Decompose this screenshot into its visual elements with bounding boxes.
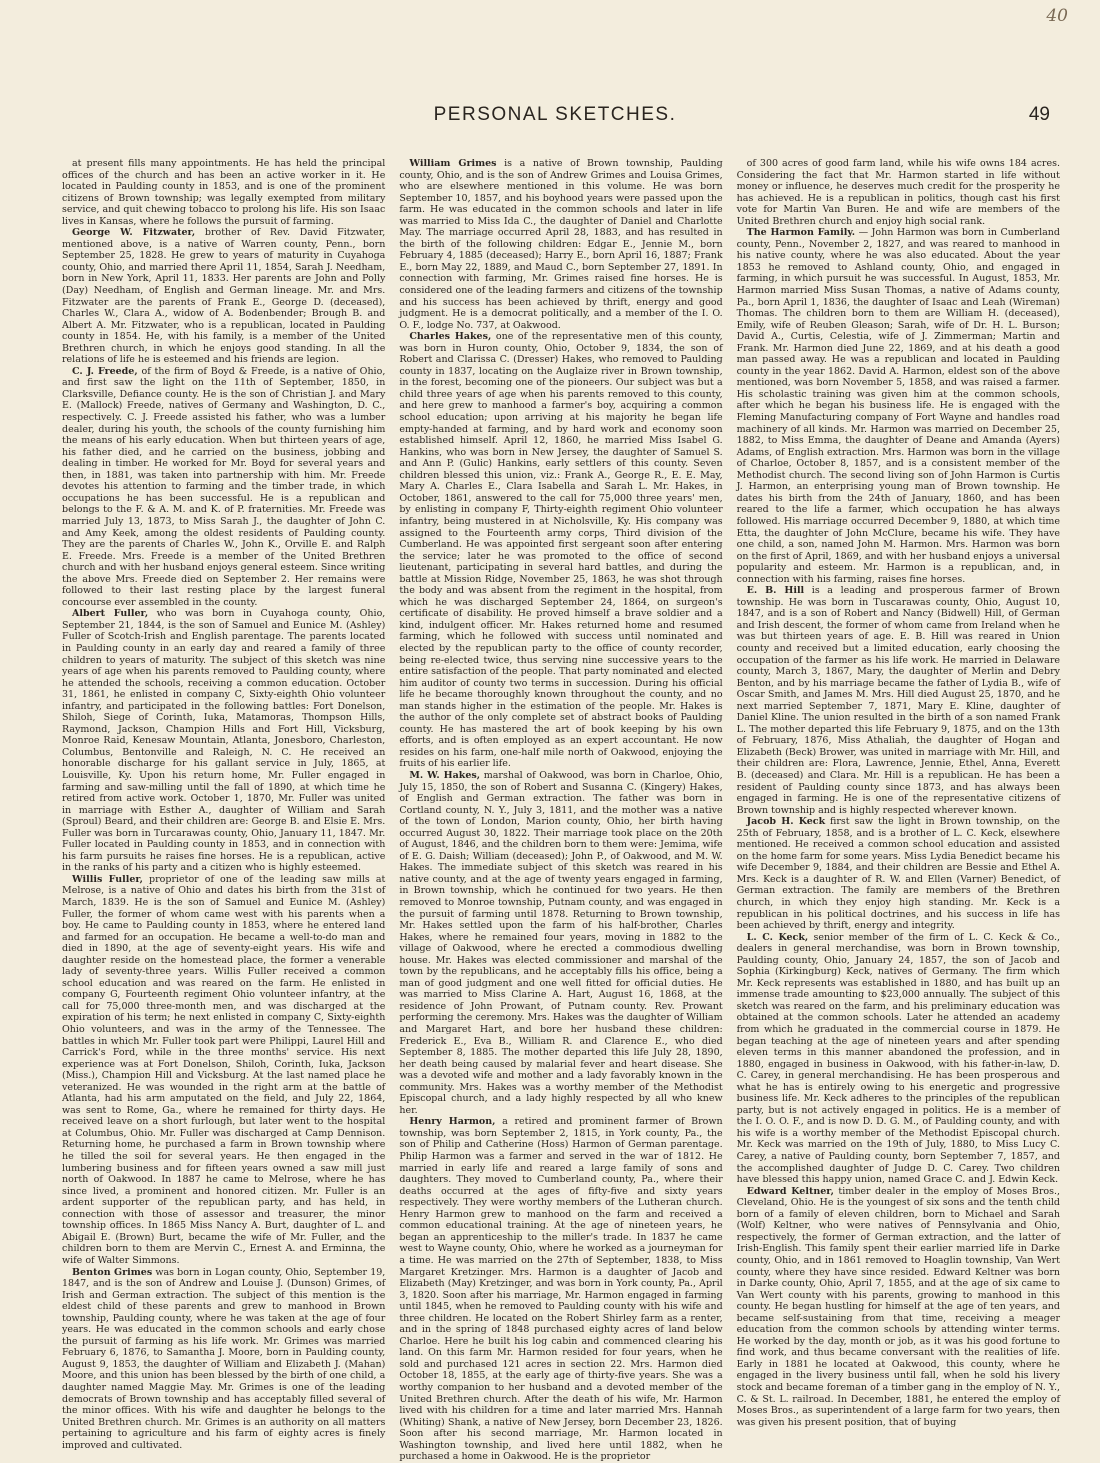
subject-name: Charles Hakes,: [409, 331, 492, 343]
biography-paragraph: [737, 1186, 1060, 1428]
handwritten-page-mark: 40: [1046, 6, 1068, 26]
subject-name: Albert Fuller,: [72, 608, 149, 620]
column-2: [399, 158, 722, 1463]
biography-paragraph: [737, 932, 1060, 1186]
subject-name: Jacob H. Keck: [746, 816, 826, 828]
biography-paragraph: [399, 1116, 722, 1462]
biography-paragraph: [62, 874, 385, 1267]
biography-paragraph: [62, 1267, 385, 1452]
subject-name: C. J. Freede,: [72, 365, 138, 377]
paragraph-text: marshal of Oakwood, was born in Charloe, Ohio, July 15, 1850, the son of Robert and Susanna C. (Kingery) Hakes, of English and German extraction. The father was born in Cortland county, N. Y., July 3, 1811, and the mother was a native of the town of London, Marion county, Ohio, her birth having occurred August 30, 1822. Their marriage took place on the 20th of August, 1846, and the children born to them were: Jemima, wife of E. G. Daish; William (deceased); John P., of Oakwood, and M. W. Hakes. The immediate subject of this sketch was reared in his native county, and at the age of twenty years engaged in farming, in Brown township, which he continued for two years. He then removed to Monroe township, Putnam county, and was engaged in the pursuit of farming until 1878. Returning to Brown township, Mr. Hakes settled upon the farm of his half-brother, Charles Hakes, where he remained four years, moving in 1882 to the village of Oakwood, where he erected a commodious dwelling house. Mr. Hakes was elected commissioner and marshal of the town by the republicans, and he acceptably fills his office, being a man of good judgment and one well fitted for official duties. He was married to Miss Clarine A. Hart, August 16, 1868, at the residence of John Prowant, of Putnam county. Rev. Prowant performing the ceremony. Mrs. Hakes was the daughter of William and Margaret Hart, and bore her husband these children: Frederick E., Eva B., William R. and Clarence E., who died September 8, 1885. The mother departed this life July 28, 1890, her death being caused by malarial fever and heart disease. She was a devoted wife and mother and a lady favorably known in the community. Mrs. Hakes was a worthy member of the Methodist Episcopal church, and a lady highly respected by all who knew her.: [399, 769, 723, 1116]
paragraph-text: is a leading and prosperous farmer of Brown township. He was born in Tuscarawas county, Ohio, August 10, 1847, and is a son of Robert and Nancy (Bidwell) Hill, of German and Irish descent, the former of whom came from Ireland when he was but thirteen years of age. E. B. Hill was reared in Union county and received but a limited education, early choosing the occupation of the farmer as his life work. He married in Delaware county, March 3, 1867, Mary, the daughter of Merlin and Debry Benton, and by his marriage became the father of Lydia B., wife of Oscar Smith, and James M. Mrs. Hill died August 25, 1870, and he next married September 7, 1871, Mary E. Kline, daughter of Daniel Kline. The union resulted in the birth of a son named Frank L. The mother departed this life February 9, 1875, and on the 13th of February, 1876, Miss Athaliah, the daughter of Hogan and Elizabeth (Beck) Brower, was united in marriage with Mr. Hill, and their children are: Flora, Lawrence, Jennie, Ethel, Anna, Everett B. (deceased) and Clara. Mr. Hill is a republican. He has been a resident of Paulding county since 1873, and has always been engaged in farming. He is one of the representative citizens of Brown township and is highly respected wherever known.: [736, 585, 1060, 816]
biography-paragraph: [737, 158, 1060, 227]
biography-paragraph: [737, 585, 1060, 816]
subject-name: E. B. Hill: [746, 585, 805, 597]
page-title: PERSONAL SKETCHES.: [433, 104, 677, 125]
text-columns: [62, 158, 1060, 1463]
paragraph-text: was born in Logan county, Ohio, September 19, 1847, and is the son of Andrew and Louise J. (Dunson) Grimes, of Irish and German extraction. The subject of this mention is the eldest child of these parents and grew to manhood in Brown township, Paulding county, where he was taken at the age of four years. He was educated in the common schools and early chose the pursuit of farming as his life work. Mr. Grimes was married February 6, 1876, to Samantha J. Moore, born in Paulding county, August 9, 1853, the daughter of William and Elizabeth J. (Mahan) Moore, and this union has been blessed by the birth of one child, a daughter named Maggie May. Mr. Grimes is one of the leading democrats of Brown township and has acceptably filled several of the minor offices. With his wife and daughter he belongs to the United Brethren church. Mr. Grimes is an authority on all matters pertaining to agriculture and his farm of eighty acres is finely improved and cultivated.: [62, 1266, 386, 1451]
page-number: 49: [1028, 104, 1050, 125]
paragraph-text: who was born in Cuyahoga county, Ohio, September 21, 1844, is the son of Samuel and Eunice M. (Ashley) Fuller of Scotch-Irish and English parentage. The parents located in Paulding county in an early day and reared a family of three children to years of maturity. The subject of this sketch was nine years of age when his parents removed to Paulding county, where he attended the schools, receiving a common education. October 31, 1861, he enlisted in company C, Sixty-eighth Ohio volunteer infantry, and participated in the following battles: Fort Donelson, Shiloh, Siege of Corinth, Iuka, Matamoras, Thompson Hills, Raymond, Jackson, Champion Hills and Fort Hill, Vicksburg, Monroe Raid, Kenesaw Mountain, Atlanta, Jonesboro, Charleston, Columbus, Bentonville and Raleigh, N. C. He received an honorable discharge for his gallant service in July, 1865, at Louisville, Ky. Upon his return home, Mr. Fuller engaged in farming and saw-milling until the fall of 1890, at which time he retired from active work. October 1, 1870, Mr. Fuller was united in marriage with Esther A., daughter of William and Sarah (Sproul) Beard, and their children are: George B. and Elsie E. Mrs. Fuller was born in Turcarawas county, Ohio, January 11, 1847. Mr. Fuller located in Paulding county in 1853, and in connection with his farm pursuits he raises fine horses. He is a republican, active in the ranks of his party and a citizen who is highly esteemed.: [62, 608, 386, 874]
paragraph-text: a retired and prominent farmer of Brown township, was born September 2, 1815, in York county, Pa., the son of Philip and Catherine (Hoss) Harmon of German parentage. Philip Harmon was a farmer and served in the war of 1812. He married in early life and reared a large family of sons and daughters. They moved to Cumberland county, Pa., where their deaths occurred at the ages of fifty-five and sixty years respectively. They were worthy members of the Lutheran church. Henry Harmon grew to manhood on the farm and received a common educational training. At the age of nineteen years, he began an apprenticeship to the miller's trade. In 1837 he came west to Wayne county, Ohio, where he worked as a journeyman for a time. He was married on the 27th of September, 1838, to Miss Margaret Kretzinger. Mrs. Harmon is a daughter of Jacob and Elizabeth (May) Kretzinger, and was born in York county, Pa., April 3, 1820. Soon after his marriage, Mr. Harmon engaged in farming until 1845, when he removed to Paulding county with his wife and three children. He located on the Robert Shirley farm as a renter, and in the spring of 1848 purchased eighty acres of land below Charloe. Here he built his log cabin and commenced clearing his land. On this farm Mr. Harmon resided for four years, when he sold and purchased 121 acres in section 22. Mrs. Harmon died October 18, 1855, at the early age of thirty-five years. She was a worthy companion to her husband and a devoted member of the United Brethren church. After the death of his wife, Mr. Harmon lived with his children for a time and later married Mrs. Hannah (Whiting) Shank, a native of New Jersey, born December 23, 1826. Soon after his second marriage, Mr. Harmon located in Washington township, and lived here until 1882, when he purchased a home in Oakwood. He is the proprietor: [399, 1116, 723, 1463]
column-1: [62, 158, 385, 1463]
subject-name: Edward Keltner,: [746, 1185, 834, 1197]
subject-name: George W. Fitzwater,: [72, 227, 196, 239]
subject-name: The Harmon Family.: [746, 227, 856, 239]
paragraph-text: one of the representative men of this county, was born in Huron county, Ohio, October 9, 1834, the son of Robert and Clarissa C. (Dresser) Hakes, who removed to Paulding county in 1837, locating on the Auglaize river in Brown township, in the forest, becoming one of the pioneers. Our subject was but a child three years of age when his parents removed to this county, and here grew to manhood a farmer's boy, acquiring a common school education; upon arriving at his majority he began life empty-handed at farming, and by hard work and economy soon established himself. April 12, 1860, he married Miss Isabel G. Hankins, who was born in New Jersey, the daughter of Samuel S. and Ann P. (Gulic) Hankins, early settlers of this county. Seven children blessed this union, viz.: Frank A., George R., E. E. May, Mary A. Charles E., Clara Isabella and Sarah L. Mr. Hakes, in October, 1861, answered to the call for 75,000 three years' men, by enlisting in company F, Thirty-eighth regiment Ohio volunteer infantry, being mustered in at Nicholsville, Ky. His company was assigned to the Fourteenth army corps, Third division of the Cumberland. He was appointed first sergeant soon after entering the service; later he was promoted to the office of second lieutenant, participating in several hard battles, and during the battle at Mission Ridge, November 25, 1863, he was shot through the body and was absent from the regiment in the hospital, from which he was discharged September 24, 1864, on surgeon's certificate of disability. He proved himself a brave soldier and a kind, indulgent officer. Mr. Hakes returned home and resumed farming, which he followed with success until nominated and elected by the republican party to the office of county recorder, being re-elected twice, thus serving nine successive years to the entire satisfaction of the people. That party nominated and elected him auditor of county two terms in succession. During his official life he became thoroughly known throughout the county, and no man stands higher in the estimation of the people. Mr. Hakes is the author of the only complete set of abstract books of Paulding county. He has mastered the art of book keeping by his own efforts, and is often employed as an expert accountant. He now resides on his farm, one-half mile north of Oakwood, enjoying the fruits of his earlier life.: [399, 331, 723, 770]
subject-name: William Grimes: [409, 158, 497, 169]
biography-paragraph: [62, 227, 385, 366]
biography-paragraph: [399, 331, 722, 770]
subject-name: Henry Harmon,: [409, 1116, 496, 1128]
paragraph-text: is a native of Brown township, Paulding county, Ohio, and is the son of Andrew Grimes and Louisa Grimes, who are elsewhere mentioned in this volume. He was born September 10, 1857, and his boyhood years were passed upon the farm. He was educated in the common schools and later in life was married to Miss Ida C., the daughter of Daniel and Charlotte May. The marriage occurred April 28, 1883, and has resulted in the birth of the following children: Edgar E., Jennie M., born February 4, 1885 (deceased); Harry E., born April 16, 1887; Frank E., born May 22, 1889, and Maud C., born September 27, 1891. In connection with farming, Mr. Grimes raised fine horses. He is considered one of the leading farmers and citizens of the township and his success has been achieved by thrift, energy and good judgment. He is a democrat politically, and a member of the I. O. O. F., lodge No. 737, at Oakwood.: [399, 158, 723, 331]
paragraph-text: timber dealer in the employ of Moses Bros., Cleveland, Ohio. He is the youngest of six sons and the tenth child born of a family of eleven children, born to Michael and Sarah (Wolf) Keltner, who were natives of Pennsylvania and Ohio, respectively, the former of German extraction, and the latter of Irish-English. This family spent their earlier married life in Darke county, Ohio, and in 1861 removed to Hoaglin township, Van Wert county, where they have since resided. Edward Keltner was born in Darke county, Ohio, April 7, 1855, and at the age of six came to Van Wert county with his parents, growing to manhood in this county. He began hustling for himself at the age of ten years, and became self-sustaining from that time, receiving a meager education from the common schools by attending winter terms. He worked by the day, month or job, as it was his good fortune to find work, and thus became conversant with the realities of life. Early in 1881 he located at Oakwood, this county, where he engaged in the livery business until fall, when he sold his livery stock and became foreman of a timber gang in the employ of N. Y., C. & St. L. railroad. In December, 1881, he entered the employ of Moses Bros., as superintendent of a large farm for two years, then was given his present position, that of buying: [736, 1185, 1060, 1428]
biography-paragraph: [62, 158, 385, 227]
biography-paragraph: [737, 227, 1060, 585]
running-head: [60, 104, 1050, 134]
paragraph-text: of 300 acres of good farm land, while his wife owns 184 acres. Considering the fact that Mr. Harmon started in life without money or influence, he deserves much credit for the prosperity he has achieved. He is a republican in politics, though cast his first vote for Martin Van Buren. He and wife are members of the United Brethren church and enjoy high social rank.: [736, 158, 1060, 227]
paragraph-text: first saw the light in Brown township, on the 25th of February, 1858, and is a brother of L. C. Keck, elsewhere mentioned. He received a common school education and assisted on the home farm for some years. Miss Lydia Benedict became his wife December 9, 1884, and their children are Bessie and Ethel A. Mrs. Keck is a daughter of R. W. and Ellen (Varner) Benedict, of German extraction. The family are members of the Brethren church, in which they enjoy high standing. Mr. Keck is a republican in his political doctrines, and his success in life has been achieved by thrift, energy and integrity.: [736, 816, 1060, 932]
column-3: [737, 158, 1060, 1463]
paragraph-text: of the firm of Boyd & Freede, is a native of Ohio, and first saw the light on the 11th of September, 1850, in Clarksville, Defiance county. He is the son of Christian J. and Mary E. (Mallock) Freede, natives of Germany and Washington, D. C., respectively. C. J. Freede assisted his father, who was a lumber dealer, during his youth, the schools of the county furnishing him the means of his early education. When but thirteen years of age, his father died, and he carried on the business, jobbing and dealing in timber. He worked for Mr. Boyd for several years and then, in 1881, was taken into partnership with him. Mr. Freede devotes his attention to farming and the timber trade, in which occupations he has been successful. He is a republican and belongs to the F. & A. M. and K. of P. fraternities. Mr. Freede was married July 13, 1873, to Miss Sarah J., the daughter of John C. and Amy Keek, among the oldest residents of Paulding county. They are the parents of Charles W., John K., Orville E. and Ralph E. Freede. Mrs. Freede is a member of the United Brethren church and with her husband enjoys general esteem. Since writing the above Mrs. Freede died on September 2. Her remains were followed to their last resting place by the largest funeral concourse ever assembled in the county.: [62, 365, 386, 608]
biography-paragraph: [399, 158, 722, 331]
subject-name: Willis Fuller,: [72, 873, 143, 885]
paragraph-text: senior member of the firm of L. C. Keck & Co., dealers in general merchandise, was born in Brown township, Paulding county, Ohio, January 24, 1857, the son of Jacob and Sophia (Kirkingburg) Keck, natives of Germany. The firm which Mr. Keck represents was established in 1880, and has built up an immense trade amounting to $23,000 annually. The subject of this sketch was reared on the farm, and his preliminary education was obtained at the common schools. Later he attended an academy from which he graduated in the commercial course in 1879. He began teaching at the age of nineteen years and after spending eleven terms in this manner abandoned the profession, and in 1880, engaged in business in Oakwood, with his father-in-law, D. C. Carey, in general merchandising. He has been prosperous and what he has is entirely owing to his energetic and progressive business life. Mr. Keck adheres to the principles of the republican party, but is not actively engaged in politics. He is a member of the I. O. O. F., and is now D. D. G. M., of Paulding county, and with his wife is a worthy member of the Methodist Episcopal church. Mr. Keck was married on the 19th of July, 1880, to Miss Lucy C. Carey, a native of Paulding county, born September 7, 1857, and the accomplished daughter of Judge D. C. Carey. Two children have blessed this happy union, named Grace C. and J. Edwin Keck.: [736, 931, 1060, 1186]
paragraph-text: — John Harmon was born in Cumberland county, Penn., November 2, 1827, and was reared to manhood in his native county, where he was also educated. About the year 1853 he removed to Ashland county, Ohio, and engaged in farming, in which pursuit he was successful. In August, 1853, Mr. Harmon married Miss Susan Thomas, a native of Adams county, Pa., born April 1, 1836, the daughter of Isaac and Leah (Wireman) Thomas. The children born to them are William H. (deceased), Emily, wife of Reuben Gleason; Sarah, wife of Dr. H. L. Burson; David A., Curtis, Celestia, wife of J. Zimmerman; Martin and Frank. Mr. Harmon died June 22, 1869, and at his death a good man passed away. He was a republican and located in Paulding county in the year 1862. David A. Harmon, eldest son of the above mentioned, was born November 5, 1858, and was raised a farmer. His scholastic training was given him at the common schools, after which he began his business life. He is engaged with the Fleming Manufacturing company of Fort Wayne and handles road machinery of all kinds. Mr. Harmon was married on December 25, 1882, to Miss Emma, the daughter of Deane and Amanda (Ayers) Adams, of English extraction. Mrs. Harmon was born in the village of Charloe, October 8, 1857, and is a consistent member of the Methodist church. The second living son of John Harmon is Curtis J. Harmon, an enterprising young man of Brown township. He dates his birth from the 24th of January, 1860, and has been reared to the life a farmer, which occupation he has always followed. His marriage occurred December 9, 1880, at which time Etta, the daughter of John McClure, became his wife. They have one child, a son, named John M. Harmon. Mrs. Harmon was born on the first of April, 1869, and with her husband enjoys a universal popularity and esteem. Mr. Harmon is a republican, and, in connection with his farming, raises fine horses.: [736, 227, 1060, 585]
paragraph-text: at present fills many appointments. He has held the principal offices of the church and has been an active worker in it. He located in Paulding county in 1853, and is one of the prominent citizens of Brown township; was legally exempted from military service, and quit chewing tobacco to prolong his life. His son Isaac lives in Kansas, where he follows the pursuit of farming.: [62, 158, 386, 227]
subject-name: L. C. Keck,: [746, 931, 809, 943]
paragraph-text: brother of Rev. David Fitzwater, mentioned above, is a native of Warren county, Penn., born September 25, 1828. He grew to years of maturity in Cuyahoga county, Ohio, and married there April 11, 1854, Sarah J. Needham, born in New York, April 11, 1833. Her parents are John and Polly (Day) Needham, of English and German lineage. Mr. and Mrs. Fitzwater are the parents of Frank E., George D. (deceased), Charles W., Clara A., widow of A. Bodenbender; Brough B. and Albert A. Mr. Fitzwater, who is a republican, located in Paulding county in 1854. He, with his family, is a member of the United Brethren church, in which he enjoys good standing. In all the relations of life he is esteemed and his friends are legion.: [62, 227, 386, 366]
biography-paragraph: [62, 608, 385, 874]
biography-paragraph: [399, 770, 722, 1116]
biography-paragraph: [62, 366, 385, 608]
paragraph-text: proprietor of one of the leading saw mills at Melrose, is a native of Ohio and dates his birth from the 31st of March, 1839. He is the son of Samuel and Eunice M. (Ashley) Fuller, the former of whom came west with his parents when a boy. He came to Paulding county in 1853, where he entered land and farmed for an occupation. He became a well-to-do man and died in 1890, at the age of seventy-eight years. His wife and daughter reside on the homestead place, the former a venerable lady of seventy-three years. Willis Fuller received a common school education and was reared on the farm. He enlisted in company G, Fourteenth regiment Ohio volunteer infantry, at the call for 75,000 three-month men, and was discharged at the expiration of his term; he next enlisted in company C, Sixty-eighth Ohio volunteers, and was in the army of the Tennessee. The battles in which Mr. Fuller took part were Philippi, Laurel Hill and Carrick's Ford, while in the three months' service. His next experience was at Fort Donelson, Shiloh, Corinth, Iuka, Jackson (Miss.), Champion Hill and Vicksburg. At the last named place he veteranized. He was wounded in the right arm at the battle of Atlanta, had his arm amputated on the field, and July 22, 1864, was sent to Rome, Ga., where he remained for thirty days. He received leave on a short furlough, but later went to the hospital at Columbus, Ohio. Mr. Fuller was discharged at Camp Dennison. Returning home, he purchased a farm in Brown township where he tilled the soil for several years. He then engaged in the lumbering business and for fifteen years owned a saw mill just north of Oakwood. In 1887 he came to Melrose, where he has since lived, a prominent and honored citizen. Mr. Fuller is an ardent supporter of the republican party, and has held, in connection with those of assessor and treasurer, the minor township offices. In 1865 Miss Nancy A. Burt, daughter of L. and Abigail E. (Brown) Burt, became the wife of Mr. Fuller, and the children born to them are Mervin C., Ernest A. and Erminna, the wife of Walter Simmons.: [62, 873, 386, 1266]
subject-name: Benton Grimes: [72, 1266, 153, 1278]
biography-paragraph: [737, 816, 1060, 931]
subject-name: M. W. Hakes,: [409, 769, 481, 781]
